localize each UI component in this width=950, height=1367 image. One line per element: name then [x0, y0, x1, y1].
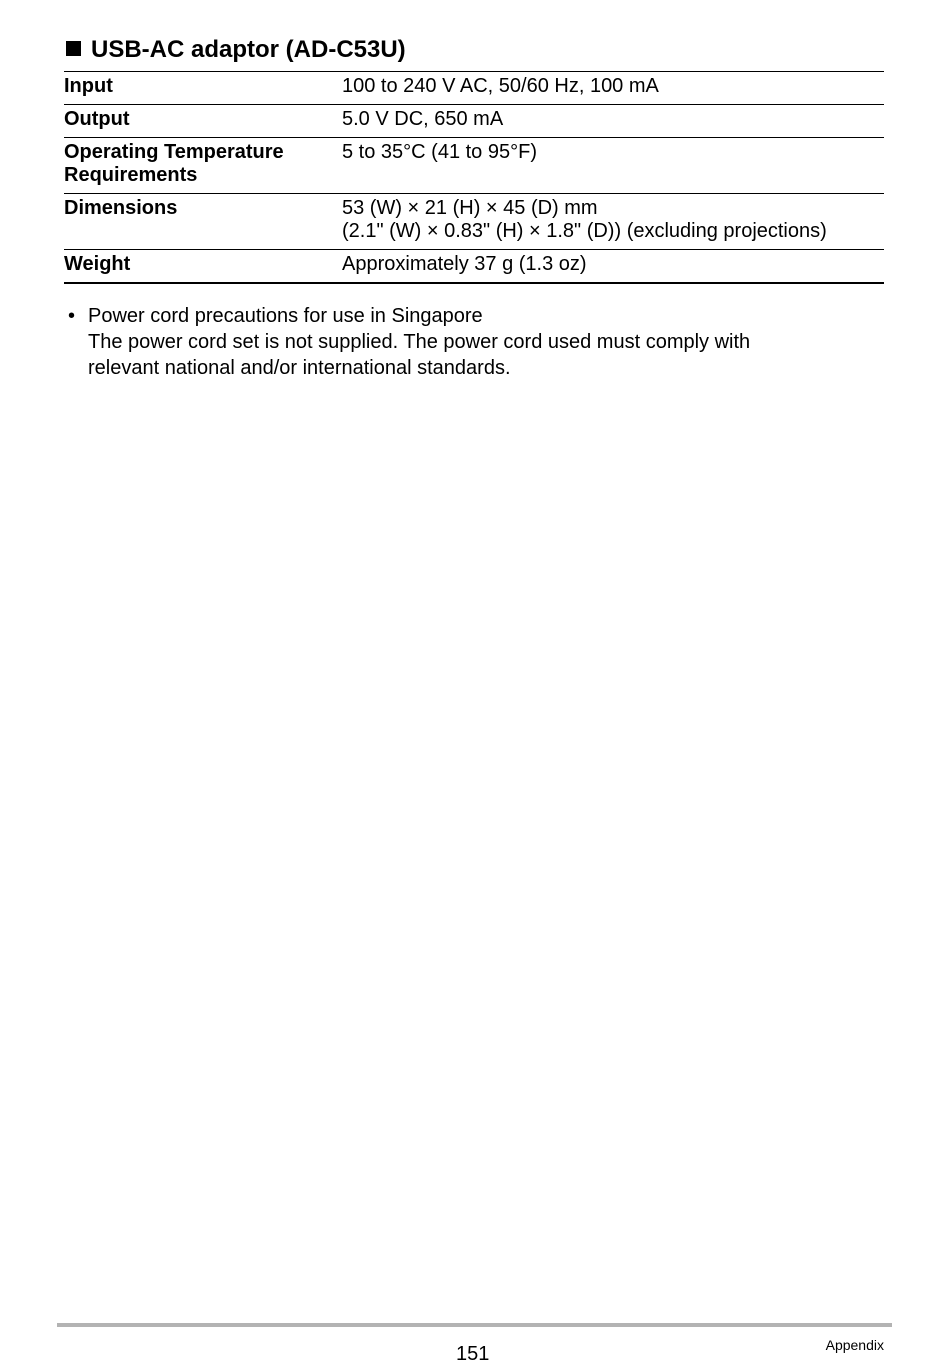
spec-label: Weight — [64, 250, 342, 284]
note-title: Power cord precautions for use in Singapore — [88, 305, 483, 327]
footer-divider — [57, 1323, 892, 1327]
spec-label — [64, 138, 342, 194]
note-body — [66, 329, 866, 381]
spec-table — [64, 71, 884, 284]
spec-label-line: Operating Temperature — [64, 141, 284, 163]
spec-label: Dimensions — [64, 194, 342, 250]
spec-label: Input — [64, 72, 342, 105]
spec-value: 5.0 V DC, 650 mA — [342, 105, 884, 138]
spec-value — [342, 194, 884, 250]
spec-label-line: Requirements — [64, 164, 198, 186]
spec-value: 100 to 240 V AC, 50/60 Hz, 100 mA — [342, 72, 884, 105]
black-square-icon — [66, 41, 81, 56]
spec-value: 5 to 35°C (41 to 95°F) — [342, 138, 884, 194]
power-cord-note — [66, 303, 866, 381]
note-title-line — [66, 303, 866, 329]
spec-label: Output — [64, 105, 342, 138]
table-row — [64, 194, 884, 250]
table-row — [64, 250, 884, 284]
note-body-line: relevant national and/or international standards. — [88, 357, 511, 379]
page-number: 151 — [456, 1343, 490, 1365]
spec-value-line: (2.1" (W) × 0.83" (H) × 1.8" (D)) (excluding projections) — [342, 220, 827, 242]
table-row — [64, 138, 884, 194]
section-heading — [66, 34, 406, 66]
section-heading-text: USB-AC adaptor (AD-C53U) — [91, 36, 406, 63]
bullet-icon: • — [68, 305, 76, 327]
note-body-line: The power cord set is not supplied. The power cord used must comply with — [88, 331, 751, 353]
table-row — [64, 72, 884, 105]
spec-value: Approximately 37 g (1.3 oz) — [342, 250, 884, 284]
table-row — [64, 105, 884, 138]
spec-value-line: 53 (W) × 21 (H) × 45 (D) mm — [342, 197, 598, 219]
footer-section-name: Appendix — [825, 1337, 884, 1353]
